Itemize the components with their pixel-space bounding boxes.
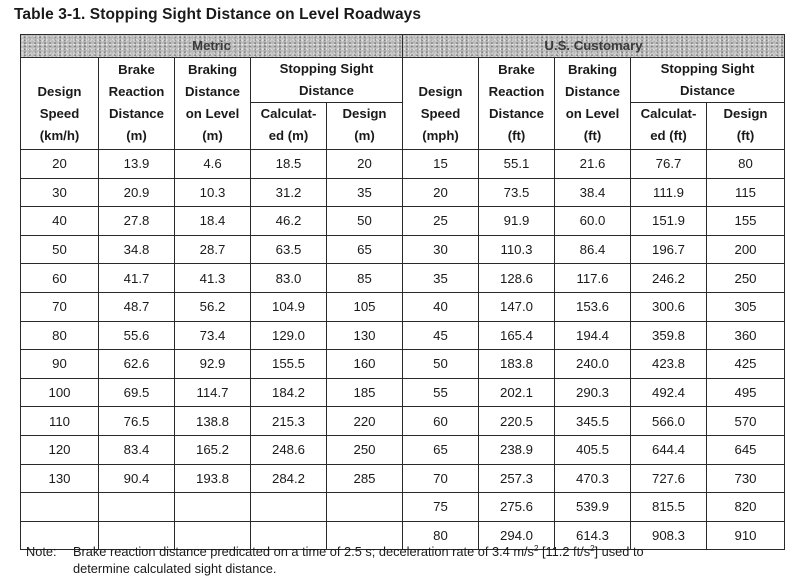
- metric-cell: 50: [21, 235, 99, 264]
- note-label: Note:: [26, 544, 57, 559]
- header-line: Design: [37, 84, 82, 99]
- metric-cell: 100: [21, 378, 99, 407]
- metric-cell: 80: [21, 321, 99, 350]
- us-cell: 290.3: [555, 378, 631, 407]
- header-line: Design: [342, 106, 387, 121]
- us-cell: 20: [403, 178, 479, 207]
- header-line: Design: [418, 84, 463, 99]
- table-row: [21, 178, 785, 207]
- us-cell: 76.7: [631, 150, 707, 179]
- metric-cell: 10.3: [175, 178, 251, 207]
- header-line: Distance: [109, 106, 164, 121]
- us-cell: 246.2: [631, 264, 707, 293]
- metric-band-header: Metric: [21, 35, 403, 58]
- us-cell: 45: [403, 321, 479, 350]
- us-cell: 65: [403, 435, 479, 464]
- header-line: (ft): [736, 128, 755, 143]
- us-cell: 200: [707, 235, 785, 264]
- us-cell: 111.9: [631, 178, 707, 207]
- table-row: [21, 464, 785, 493]
- us-cell: 40: [403, 292, 479, 321]
- metric-cell: 130: [21, 464, 99, 493]
- metric-cell: 27.8: [99, 207, 175, 236]
- us-cell: 115: [707, 178, 785, 207]
- us-cell: 425: [707, 350, 785, 379]
- metric-cell: 55.6: [99, 321, 175, 350]
- us-cell: 80: [707, 150, 785, 179]
- metric-cell: 31.2: [251, 178, 327, 207]
- metric-cell: 20.9: [99, 178, 175, 207]
- us-cell: 202.1: [479, 378, 555, 407]
- header-line: on Level: [185, 106, 240, 121]
- us-cell: 117.6: [555, 264, 631, 293]
- metric-cell: 20: [21, 150, 99, 179]
- us-cell: 820: [707, 493, 785, 522]
- metric-cell: [327, 493, 403, 522]
- table-row: [21, 493, 785, 522]
- us-cell: 194.4: [555, 321, 631, 350]
- metric-cell: 284.2: [251, 464, 327, 493]
- metric-cell: [21, 493, 99, 522]
- metric-header-stopping-sight-distance: [251, 58, 403, 103]
- metric-cell: 138.8: [175, 407, 251, 436]
- us-cell: 60.0: [555, 207, 631, 236]
- metric-cell: 215.3: [251, 407, 327, 436]
- metric-cell: 83.0: [251, 264, 327, 293]
- us-cell: 360: [707, 321, 785, 350]
- metric-header-design: [327, 103, 403, 150]
- us-cell: 614.3: [555, 521, 631, 550]
- metric-cell: 73.4: [175, 321, 251, 350]
- metric-cell: 41.3: [175, 264, 251, 293]
- header-line: Brake: [118, 62, 155, 77]
- metric-cell: 60: [21, 264, 99, 293]
- header-line: Distance: [299, 83, 354, 98]
- us-header-design: [707, 103, 785, 150]
- header-line: (mph): [422, 128, 459, 143]
- us-cell: 345.5: [555, 407, 631, 436]
- metric-header-brake-reaction: [99, 58, 175, 150]
- metric-cell: 65: [327, 235, 403, 264]
- us-cell: 38.4: [555, 178, 631, 207]
- header-line: Braking: [567, 62, 618, 77]
- table-row: [21, 378, 785, 407]
- us-cell: 128.6: [479, 264, 555, 293]
- metric-cell: 48.7: [99, 292, 175, 321]
- stopping-sight-distance-table: [20, 34, 785, 550]
- us-cell: 165.4: [479, 321, 555, 350]
- us-header-stopping-sight-distance: [631, 58, 785, 103]
- metric-cell: 83.4: [99, 435, 175, 464]
- table-title: Table 3-1. Stopping Sight Distance on Level Roadways: [14, 6, 422, 23]
- us-cell: 147.0: [479, 292, 555, 321]
- metric-cell: 85: [327, 264, 403, 293]
- metric-cell: 76.5: [99, 407, 175, 436]
- us-cell: 910: [707, 521, 785, 550]
- metric-cell: 69.5: [99, 378, 175, 407]
- header-line: (m): [202, 128, 223, 143]
- us-cell: 238.9: [479, 435, 555, 464]
- metric-cell: 104.9: [251, 292, 327, 321]
- header-line: Distance: [565, 84, 620, 99]
- metric-cell: 110: [21, 407, 99, 436]
- metric-cell: 13.9: [99, 150, 175, 179]
- us-cell: 359.8: [631, 321, 707, 350]
- metric-cell: 129.0: [251, 321, 327, 350]
- us-cell: 423.8: [631, 350, 707, 379]
- header-line: Calculat-: [260, 106, 317, 121]
- table-row: [21, 235, 785, 264]
- metric-cell: 63.5: [251, 235, 327, 264]
- us-cell: 55: [403, 378, 479, 407]
- us-cell: 727.6: [631, 464, 707, 493]
- header-line: Distance: [185, 84, 240, 99]
- table-row: [21, 321, 785, 350]
- header-line: (ft): [583, 128, 602, 143]
- us-cell: 196.7: [631, 235, 707, 264]
- us-cell: 50: [403, 350, 479, 379]
- us-cell: 730: [707, 464, 785, 493]
- header-line: (ft): [507, 128, 526, 143]
- us-cell: 250: [707, 264, 785, 293]
- metric-cell: 185: [327, 378, 403, 407]
- metric-cell: 184.2: [251, 378, 327, 407]
- metric-cell: [175, 493, 251, 522]
- header-line: Stopping Sight: [279, 61, 374, 76]
- header-line: Distance: [489, 106, 544, 121]
- us-cell: 305: [707, 292, 785, 321]
- table-row: [21, 435, 785, 464]
- us-cell: 80: [403, 521, 479, 550]
- metric-cell: 90: [21, 350, 99, 379]
- metric-cell: 165.2: [175, 435, 251, 464]
- us-cell: 86.4: [555, 235, 631, 264]
- metric-cell: 34.8: [99, 235, 175, 264]
- us-cell: 183.8: [479, 350, 555, 379]
- us-cell: 492.4: [631, 378, 707, 407]
- us-cell: 644.4: [631, 435, 707, 464]
- us-cell: 55.1: [479, 150, 555, 179]
- us-header-braking-distance: [555, 58, 631, 150]
- us-cell: 257.3: [479, 464, 555, 493]
- metric-cell: 160: [327, 350, 403, 379]
- note-text-line1: Brake reaction distance predicated on a time of 2.5 s; deceleration rate of 3.4 $m/s^2$ [11.2 $ft/s^2$] used to: [73, 544, 644, 559]
- metric-header-calculated: [251, 103, 327, 150]
- us-cell: 35: [403, 264, 479, 293]
- us-header-brake-reaction: [479, 58, 555, 150]
- us-cell: 110.3: [479, 235, 555, 264]
- metric-cell: 193.8: [175, 464, 251, 493]
- metric-cell: 220: [327, 407, 403, 436]
- us-cell: 220.5: [479, 407, 555, 436]
- metric-cell: 114.7: [175, 378, 251, 407]
- header-line: (m): [354, 128, 375, 143]
- header-line: Reaction: [108, 84, 165, 99]
- us-cell: 570: [707, 407, 785, 436]
- header-line: Speed: [420, 106, 461, 121]
- header-line: (km/h): [39, 128, 80, 143]
- us-customary-band-header: U.S. Customary: [403, 35, 785, 58]
- us-cell: 566.0: [631, 407, 707, 436]
- us-cell: 300.6: [631, 292, 707, 321]
- header-line: Braking: [187, 62, 238, 77]
- us-cell: 405.5: [555, 435, 631, 464]
- metric-cell: 18.5: [251, 150, 327, 179]
- header-line: Design: [723, 106, 768, 121]
- table-row: [21, 207, 785, 236]
- us-cell: 815.5: [631, 493, 707, 522]
- us-cell: 70: [403, 464, 479, 493]
- us-cell: 60: [403, 407, 479, 436]
- us-header-calculated: [631, 103, 707, 150]
- header-line: Reaction: [488, 84, 545, 99]
- us-cell: 539.9: [555, 493, 631, 522]
- us-cell: 153.6: [555, 292, 631, 321]
- table-row: [21, 350, 785, 379]
- us-cell: 25: [403, 207, 479, 236]
- metric-cell: 248.6: [251, 435, 327, 464]
- us-cell: 155: [707, 207, 785, 236]
- us-header-design-speed: [403, 58, 479, 150]
- us-cell: 91.9: [479, 207, 555, 236]
- header-line: ed (ft): [650, 128, 687, 143]
- metric-cell: 285: [327, 464, 403, 493]
- metric-cell: 20: [327, 150, 403, 179]
- header-line: Distance: [680, 83, 735, 98]
- us-cell: 495: [707, 378, 785, 407]
- metric-cell: 62.6: [99, 350, 175, 379]
- metric-cell: 46.2: [251, 207, 327, 236]
- metric-cell: [251, 493, 327, 522]
- us-cell: 73.5: [479, 178, 555, 207]
- us-cell: 908.3: [631, 521, 707, 550]
- metric-cell: 28.7: [175, 235, 251, 264]
- metric-cell: 50: [327, 207, 403, 236]
- table-row: [21, 264, 785, 293]
- us-cell: 151.9: [631, 207, 707, 236]
- metric-cell: 250: [327, 435, 403, 464]
- metric-cell: 92.9: [175, 350, 251, 379]
- metric-cell: 155.5: [251, 350, 327, 379]
- us-cell: 294.0: [479, 521, 555, 550]
- metric-cell: 35: [327, 178, 403, 207]
- table-row: [21, 407, 785, 436]
- metric-cell: 90.4: [99, 464, 175, 493]
- metric-cell: 40: [21, 207, 99, 236]
- metric-cell: 30: [21, 178, 99, 207]
- metric-cell: 105: [327, 292, 403, 321]
- metric-cell: 120: [21, 435, 99, 464]
- header-line: on Level: [565, 106, 620, 121]
- table-row: [21, 292, 785, 321]
- table-note: [26, 543, 786, 577]
- metric-cell: 4.6: [175, 150, 251, 179]
- us-cell: 15: [403, 150, 479, 179]
- header-line: Brake: [498, 62, 535, 77]
- metric-cell: 18.4: [175, 207, 251, 236]
- metric-cell: 130: [327, 321, 403, 350]
- note-text-line2: determine calculated sight distance.: [73, 561, 277, 576]
- header-line: Stopping Sight: [660, 61, 755, 76]
- us-cell: 275.6: [479, 493, 555, 522]
- table-row: [21, 150, 785, 179]
- us-cell: 470.3: [555, 464, 631, 493]
- header-line: Calculat-: [640, 106, 697, 121]
- us-cell: 75: [403, 493, 479, 522]
- metric-header-design-speed: [21, 58, 99, 150]
- us-cell: 30: [403, 235, 479, 264]
- metric-cell: [99, 493, 175, 522]
- metric-cell: 41.7: [99, 264, 175, 293]
- header-line: ed (m): [268, 128, 309, 143]
- us-cell: 240.0: [555, 350, 631, 379]
- header-line: Speed: [39, 106, 80, 121]
- metric-cell: 56.2: [175, 292, 251, 321]
- us-cell: 645: [707, 435, 785, 464]
- header-line: (m): [126, 128, 147, 143]
- metric-cell: 70: [21, 292, 99, 321]
- metric-header-braking-distance: [175, 58, 251, 150]
- us-cell: 21.6: [555, 150, 631, 179]
